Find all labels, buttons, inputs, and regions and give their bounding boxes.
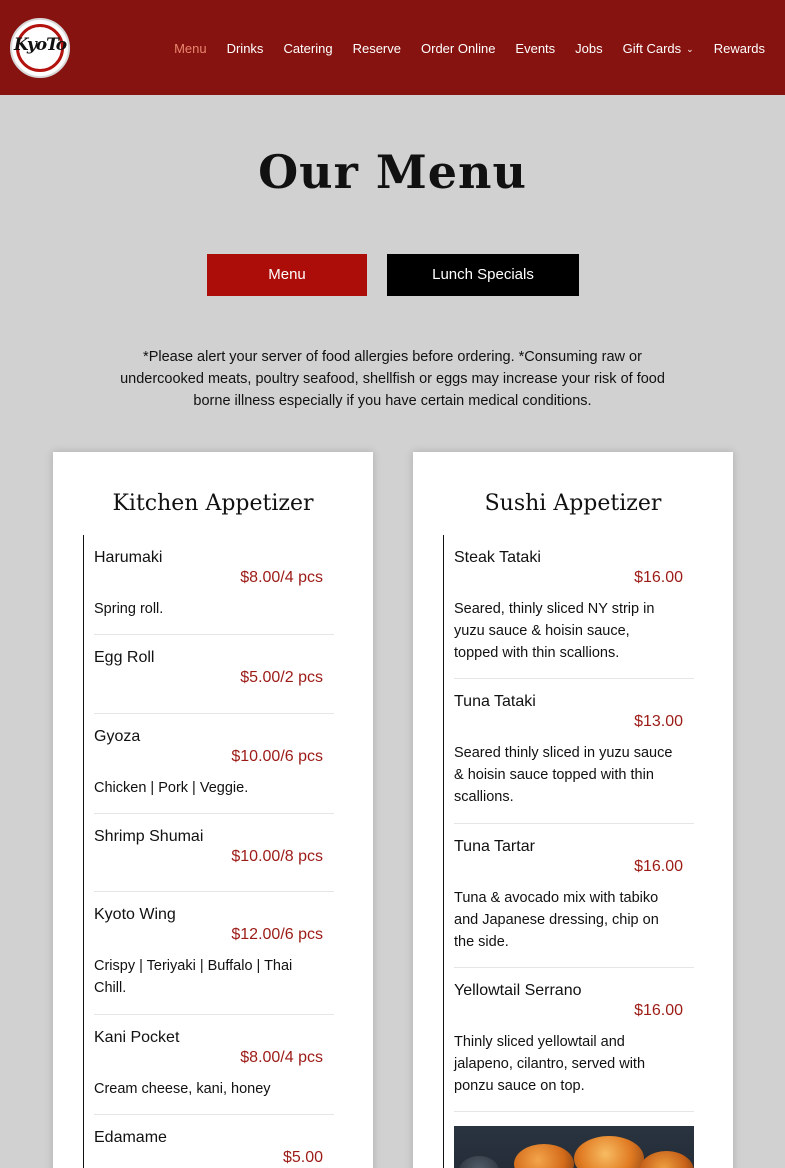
nav-jobs[interactable]: Jobs	[575, 41, 603, 56]
card-title: Sushi Appetizer	[484, 491, 662, 516]
logo-text: KyoTo	[13, 35, 67, 55]
menu-item	[454, 968, 694, 1112]
sushi-piece	[574, 1136, 644, 1168]
item-price: $16.00	[634, 569, 683, 586]
item-description: Seared, thinly sliced NY strip in yuzu sauce & hoisin sauce, topped with thin scallions.	[454, 601, 655, 661]
item-price: $8.00/4 pcs	[240, 1049, 323, 1066]
nav-catering[interactable]: Catering	[283, 41, 333, 56]
item-name: Tuna Tartar	[454, 838, 535, 855]
nav-reserve[interactable]: Reserve	[352, 41, 401, 56]
menu-item	[94, 892, 334, 1015]
item-price: $12.00/6 pcs	[231, 926, 323, 943]
sushi-photo	[454, 1126, 694, 1168]
menu-item	[94, 635, 334, 714]
kyoto-logo[interactable]	[10, 18, 70, 78]
nav-rewards[interactable]: Rewards	[713, 41, 765, 56]
allergy-disclaimer: *Please alert your server of food allergies before ordering. *Consuming raw or undercooked meats, poultry seafood, shellfish or eggs may increase your risk of food borne illness especially if you have certain medical conditions.	[120, 349, 665, 409]
item-name: Kani Pocket	[94, 1029, 180, 1046]
sushi-piece	[459, 1156, 499, 1168]
item-price: $5.00	[282, 1149, 323, 1166]
nav-order-online[interactable]: Order Online	[421, 41, 496, 56]
item-name: Harumaki	[94, 549, 163, 566]
site-header	[0, 0, 785, 95]
item-price: $8.00/4 pcs	[240, 569, 323, 586]
item-description: Spring roll.	[94, 601, 164, 617]
item-price: $16.00	[634, 1002, 683, 1019]
page-title: Our Menu	[258, 145, 527, 199]
item-name: Gyoza	[94, 728, 141, 745]
item-price: $10.00/8 pcs	[231, 848, 323, 865]
menu-item	[94, 714, 334, 814]
item-description: Chicken | Pork | Veggie.	[94, 780, 249, 796]
item-price: $13.00	[634, 713, 683, 730]
menu-tab-button[interactable]: Menu	[207, 254, 367, 296]
item-description: Seared thinly sliced in yuzu sauce & hoisin sauce topped with thin scallions.	[454, 745, 673, 805]
menu-item	[94, 1115, 334, 1168]
kitchen-item-list	[83, 535, 343, 1168]
kitchen-appetizer-card	[53, 452, 373, 1168]
menu-item	[454, 535, 694, 679]
sushi-piece	[639, 1151, 694, 1168]
menu-item	[454, 824, 694, 968]
lunch-specials-tab-button[interactable]: Lunch Specials	[387, 254, 579, 296]
menu-item	[94, 1015, 334, 1115]
nav-gift-cards[interactable]	[623, 41, 694, 56]
item-name: Shrimp Shumai	[94, 828, 204, 845]
chevron-down-icon: ⌄	[686, 44, 694, 54]
menu-item	[454, 679, 694, 824]
nav-drinks[interactable]: Drinks	[226, 41, 264, 56]
item-price: $5.00/2 pcs	[240, 669, 323, 686]
item-name: Egg Roll	[94, 649, 155, 666]
item-name: Edamame	[94, 1129, 167, 1146]
item-price: $16.00	[634, 858, 683, 875]
item-name: Yellowtail Serrano	[454, 982, 582, 999]
item-description: Crispy | Teriyaki | Buffalo | Thai Chill.	[94, 958, 293, 996]
sushi-item-list	[443, 535, 703, 1168]
main-nav	[154, 41, 765, 56]
sushi-appetizer-card	[413, 452, 733, 1168]
item-description: Thinly sliced yellowtail and jalapeno, cilantro, served with ponzu sauce on top.	[454, 1034, 646, 1094]
item-description: Tuna & avocado mix with tabiko and Japanese dressing, chip on the side.	[454, 890, 659, 950]
sushi-piece	[514, 1144, 574, 1168]
nav-gift-cards-label: Gift Cards	[622, 41, 682, 56]
item-description: Cream cheese, kani, honey	[94, 1081, 271, 1097]
item-name: Tuna Tataki	[454, 693, 536, 710]
card-title: Kitchen Appetizer	[112, 491, 314, 516]
nav-events[interactable]: Events	[515, 41, 556, 56]
item-name: Steak Tataki	[454, 549, 541, 566]
item-name: Kyoto Wing	[94, 906, 176, 923]
menu-item	[94, 535, 334, 635]
menu-item	[94, 814, 334, 892]
item-price: $10.00/6 pcs	[231, 748, 323, 765]
nav-menu[interactable]: Menu	[174, 41, 207, 56]
